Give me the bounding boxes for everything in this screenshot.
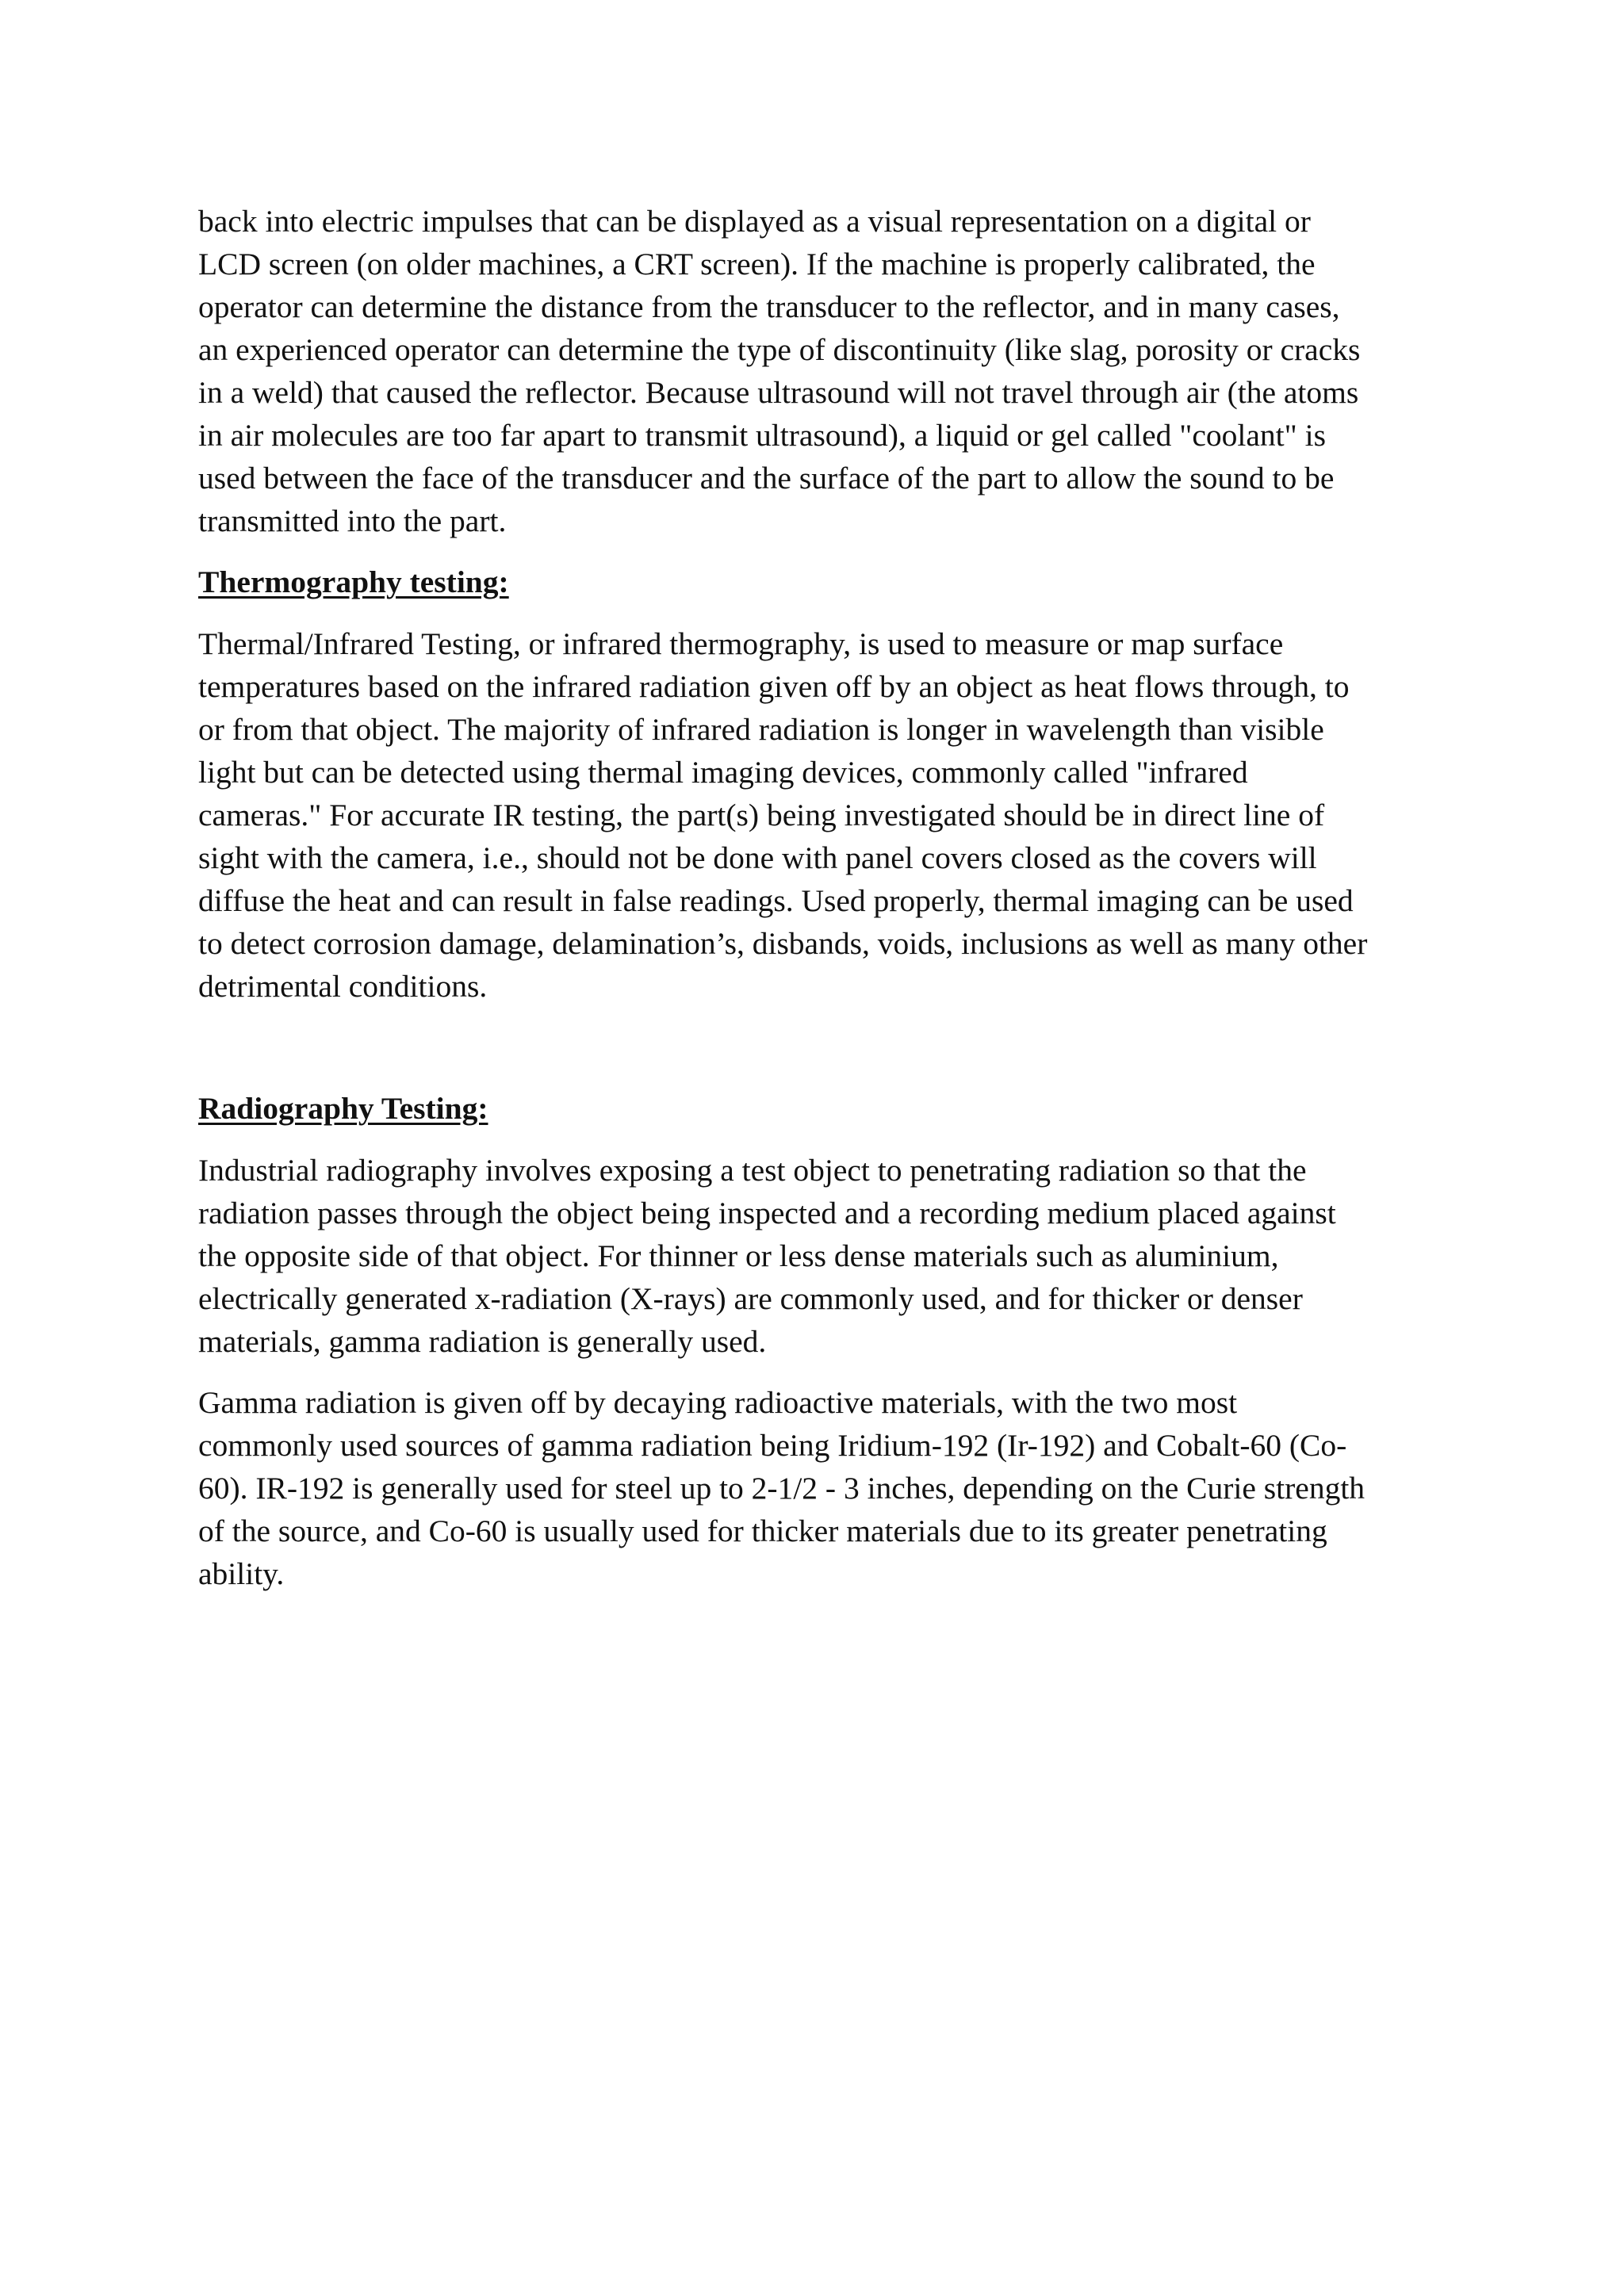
radiography-paragraph-1: Industrial radiography involves exposing a test object to penetrating radiation so that the radiation passes through the object being inspected and a recording medium placed against the opposite side of that object. For thinner or less dense materials such as aluminium, electrically generated x-radiation (X-rays) are commonly used, and for thicker or denser materials, gamma radiation is generally used.	[198, 1153, 1336, 1359]
spacer	[198, 1363, 1467, 1381]
spacer	[198, 542, 1467, 561]
thermography-heading: Thermography testing:	[198, 564, 509, 599]
intro-paragraph: back into electric impulses that can be displayed as a visual representation on a digital or LCD screen (on older machines, a CRT screen). If the machine is properly calibrated, the operator can determine the distance from the transducer to the reflector, and in many cases, an experienced operator can determine the type of discontinuity (like slag, porosity or cracks in a weld) that caused the reflector. Because ultrasound will not travel through air (the atoms in air molecules are too far apart to transmit ultrasound), a liquid or gel called "coolant" is used between the face of the transducer and the surface of the part to allow the sound to be transmitted into the part.	[198, 204, 1361, 538]
radiography-paragraph-2: Gamma radiation is given off by decaying radioactive materials, with the two most commonly used sources of gamma radiation being Iridium-192 (Ir-192) and Cobalt-60 (Co- 60). IR-192 is generally used for steel up to 2-1/2 - 3 inches, depending on the Curie strength of the source, and Co-60 is usually used for thicker materials due to its greater penetrating ability.	[198, 1385, 1365, 1591]
spacer	[198, 1008, 1467, 1087]
radiography-heading: Radiography Testing:	[198, 1091, 488, 1126]
thermography-paragraph: Thermal/Infrared Testing, or infrared thermography, is used to measure or map surface temperatures based on the infrared radiation given off by an object as heat flows through, to or from that object. The majority of infrared radiation is longer in wavelength than visible light but can be detected using thermal imaging devices, commonly called "infrared cameras." For accurate IR testing, the part(s) being investigated should be in direct line of sight with the camera, i.e., should not be done with panel covers closed as the covers will diffuse the heat and can result in false readings. Used properly, thermal imaging can be used to detect corrosion damage, delamination’s, disbands, voids, inclusions as well as many other detrimental conditions.	[198, 626, 1368, 1004]
spacer	[198, 603, 1467, 622]
spacer	[198, 1130, 1467, 1149]
document-body	[198, 200, 1467, 1595]
